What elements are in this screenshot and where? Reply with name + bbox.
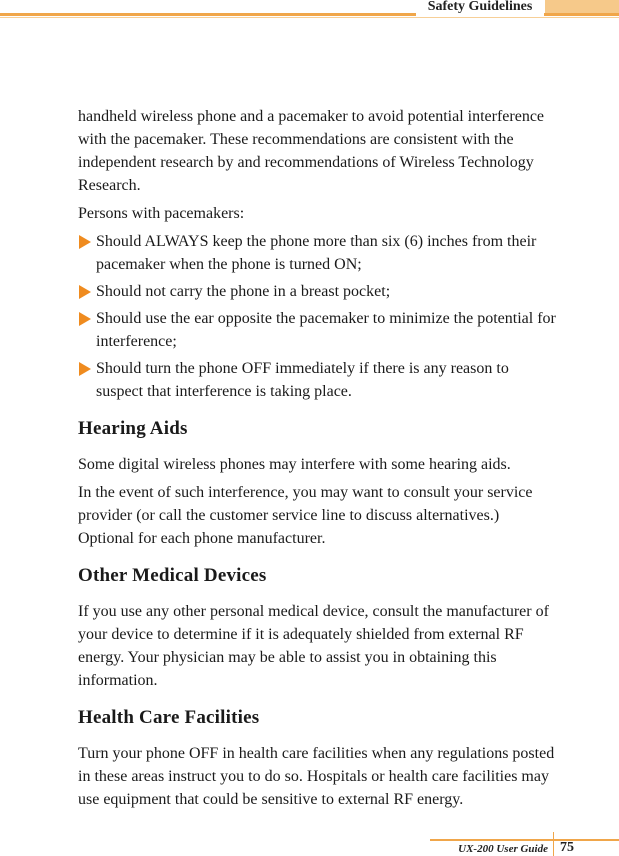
list-item-text: Should not carry the phone in a breast pocket;	[96, 283, 391, 300]
triangle-bullet-icon	[79, 285, 91, 299]
health-care-heading: Health Care Facilities	[78, 707, 260, 728]
triangle-bullet-icon	[79, 235, 91, 249]
list-item	[78, 357, 558, 403]
other-medical-heading: Other Medical Devices	[78, 565, 267, 586]
footer-rule	[430, 839, 619, 841]
list-item	[78, 230, 558, 276]
other-medical-paragraph: If you use any other personal medical device, consult the manufacturer of your device to determine if it is adequately shielded from external RF energy. Your physician may be able to assist you in obtaining this information.	[78, 603, 549, 689]
header-tab	[545, 0, 619, 13]
list-item-text: Should use the ear opposite the pacemaker to minimize the potential for interference;	[96, 310, 556, 350]
list-item-text: Should turn the phone OFF immediately if there is any reason to suspect that interference is taking place.	[96, 360, 509, 400]
page-number: 75	[560, 840, 574, 855]
triangle-bullet-icon	[79, 362, 91, 376]
hearing-aids-heading: Hearing Aids	[78, 418, 188, 439]
hearing-aids-paragraph-2: In the event of such interference, you may want to consult your service provider (or call the customer service line to discuss alternatives.) Optional for each phone manufacturer.	[78, 484, 533, 547]
footer-guide-title: UX-200 User Guide	[458, 843, 548, 855]
section-title: Safety Guidelines	[416, 0, 544, 16]
triangle-bullet-icon	[79, 312, 91, 326]
page-content	[78, 105, 558, 816]
header-rule-thin	[0, 17, 619, 18]
list-item	[78, 280, 558, 303]
footer-divider	[553, 832, 554, 856]
health-care-paragraph: Turn your phone OFF in health care facilities when any regulations posted in these areas instruct you to do so. Hospitals or health care facilities may use equipment that could be sensitive to external RF energy.	[78, 745, 555, 808]
list-item-text: Should ALWAYS keep the phone more than six (6) inches from their pacemaker when the phone is turned ON;	[96, 233, 537, 273]
hearing-aids-paragraph-1: Some digital wireless phones may interfere with some hearing aids.	[78, 456, 511, 473]
persons-label: Persons with pacemakers:	[78, 205, 245, 222]
list-item	[78, 307, 558, 353]
intro-paragraph: handheld wireless phone and a pacemaker to avoid potential interference with the pacemaker. These recommendations are consistent with the independent research by and recommendations of Wireless Technology Research.	[78, 108, 545, 194]
